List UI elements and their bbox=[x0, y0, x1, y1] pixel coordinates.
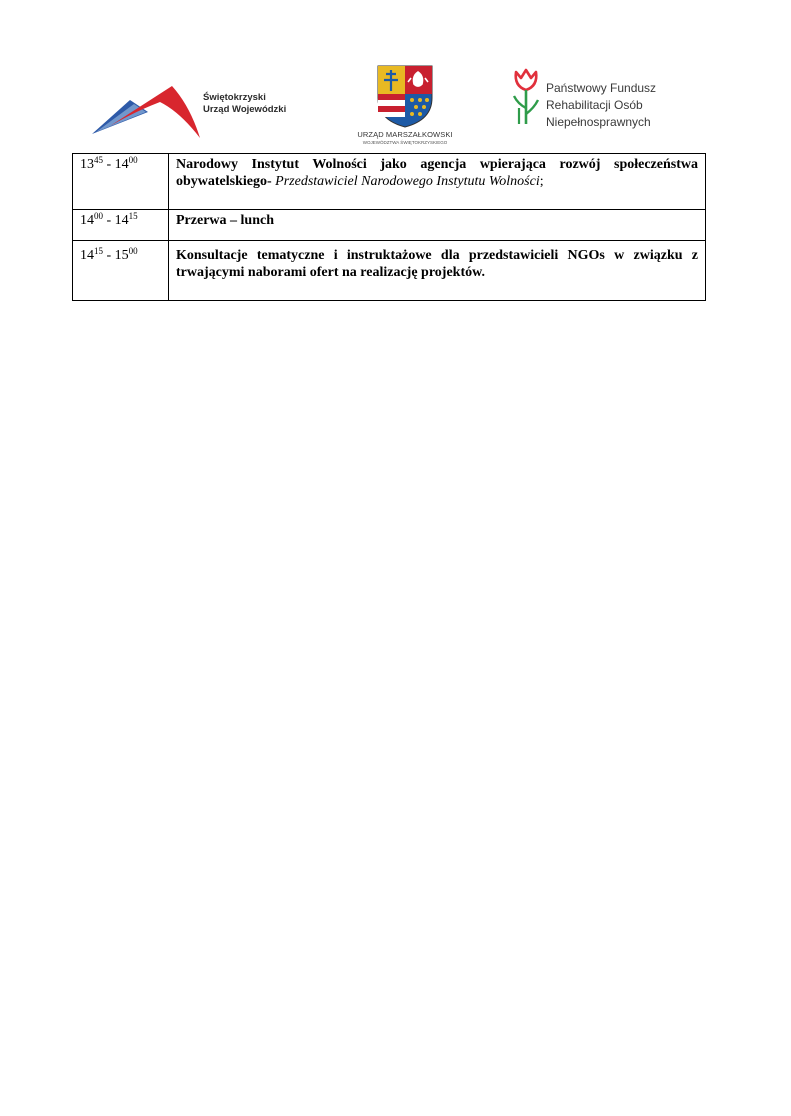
agenda-description bbox=[169, 241, 706, 301]
pfron-logo bbox=[510, 68, 690, 128]
agenda-time: $14^{00} - 14^{15}$ bbox=[73, 210, 169, 241]
logo-left-line1: Świętokrzyski bbox=[203, 92, 266, 103]
tulip-icon bbox=[510, 68, 544, 128]
coat-of-arms-icon bbox=[376, 64, 434, 128]
agenda-row bbox=[73, 210, 706, 241]
agenda-title: Narodowy Instytut Wolności jako agencja wpierająca rozwój społeczeństwa obywatelskiego- bbox=[176, 157, 698, 189]
logo-right-line1: Państwowy Fundusz bbox=[546, 81, 657, 95]
urzad-marszalkowski-logo bbox=[350, 64, 460, 148]
logo-right-line2: Rehabilitacji Osób bbox=[546, 98, 643, 112]
swietokrzyski-urzad-wojewodzki-logo bbox=[90, 82, 300, 138]
agenda-table bbox=[72, 153, 706, 301]
agenda-time: $13^{45} - 14^{00}$ bbox=[73, 154, 169, 210]
logo-right-line3: Niepełnosprawnych bbox=[546, 115, 651, 129]
logo-center-line2: WOJEWÓDZTWA ŚWIĘTOKRZYSKIEGO bbox=[362, 140, 448, 145]
agenda-description: Narodowy Instytut Wolności jako agencja wpierająca rozwój społeczeństwa obywatelskiego- Przedstawiciel Narodowego Instytutu Wolności; bbox=[169, 154, 706, 210]
agenda-row bbox=[73, 154, 706, 210]
logo-center-line1: URZĄD MARSZAŁKOWSKI bbox=[357, 130, 453, 139]
agenda-title: Konsultacje tematyczne i instruktażowe dla przedstawicieli NGOs w związku z trwającymi naborami ofert na realizację projektów. bbox=[176, 248, 698, 280]
agenda-title: Przerwa – lunch bbox=[176, 213, 274, 228]
agenda-description bbox=[169, 210, 706, 241]
agenda-row bbox=[73, 241, 706, 301]
roof-mountain-icon bbox=[90, 82, 202, 138]
agenda-time: $14^{15} - 15^{00}$ bbox=[73, 241, 169, 301]
agenda-speaker: Przedstawiciel Narodowego Instytutu Wolności bbox=[271, 174, 540, 189]
logo-left-line2: Urząd Wojewódzki bbox=[203, 104, 287, 115]
